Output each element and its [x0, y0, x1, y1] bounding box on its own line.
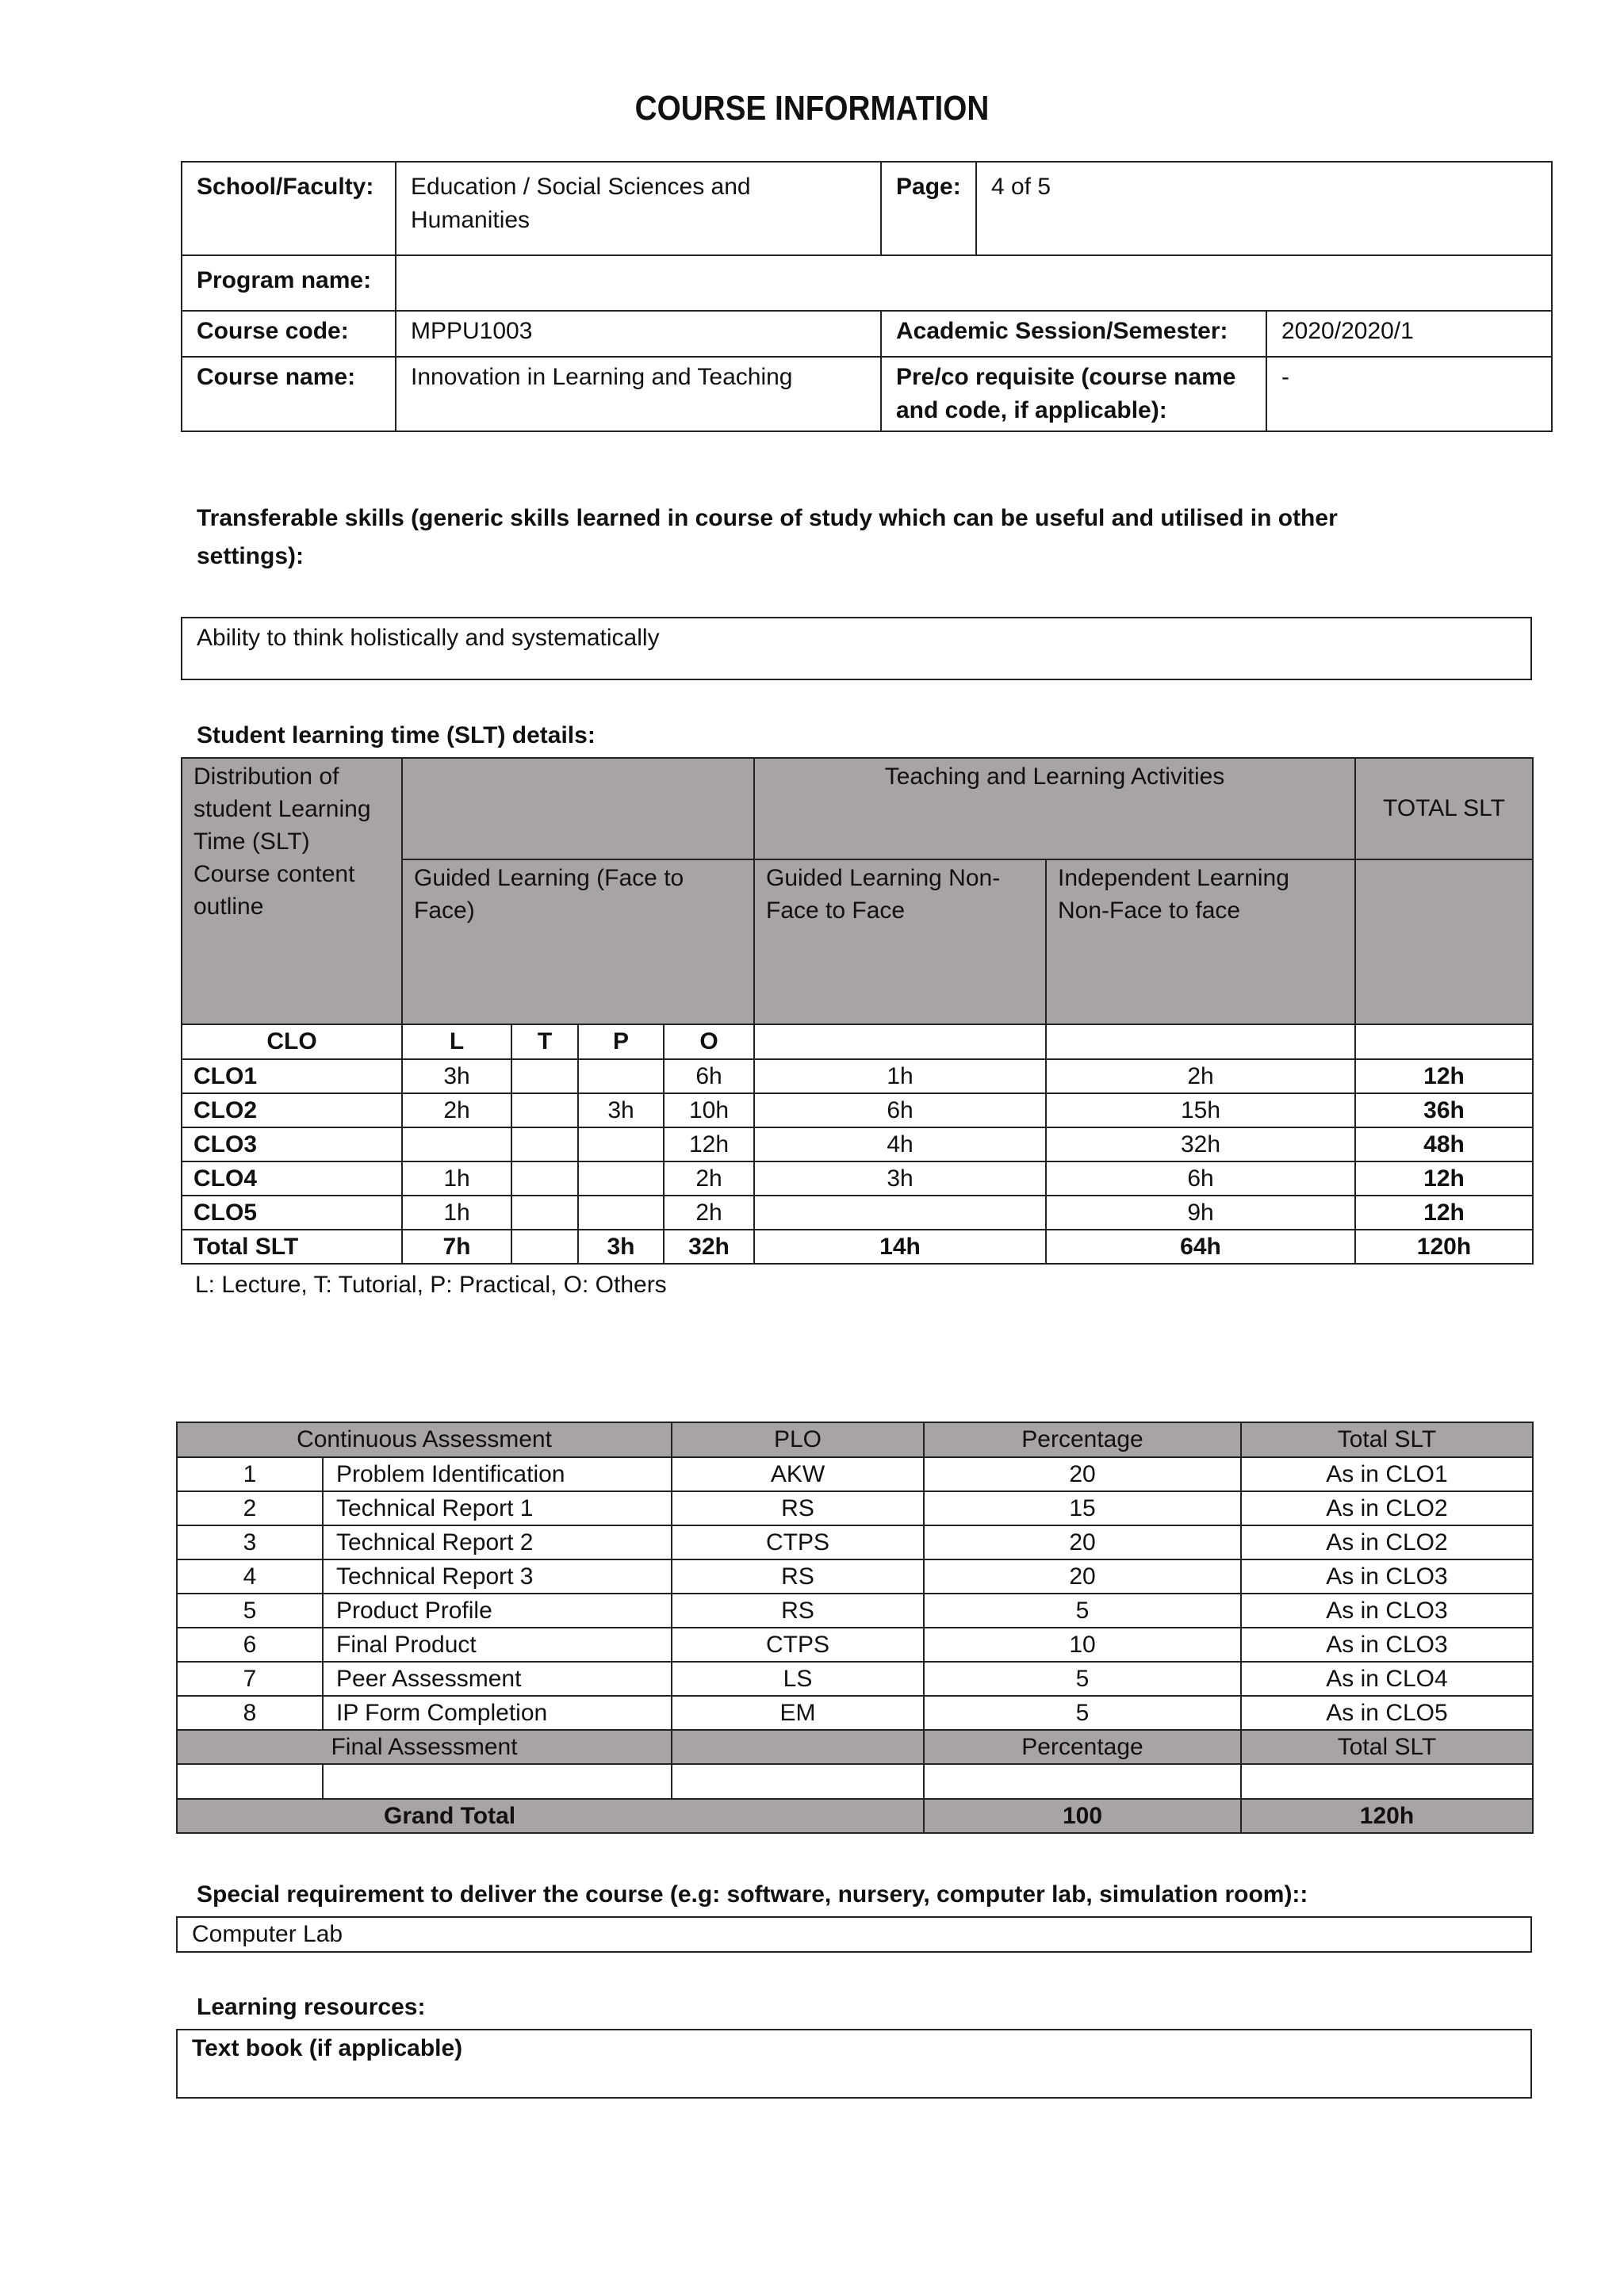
- slt-l: 1h: [402, 1161, 511, 1196]
- slt-gnf: 14h: [754, 1230, 1046, 1264]
- slt-o: 2h: [664, 1161, 754, 1196]
- name-value: Innovation in Learning and Teaching: [396, 357, 881, 431]
- ca-plo: CTPS: [672, 1525, 924, 1559]
- ca-name: Product Profile: [323, 1594, 672, 1628]
- final-blank: [177, 1764, 323, 1799]
- page-title: COURSE INFORMATION: [634, 89, 990, 128]
- table-row: [177, 1491, 1533, 1525]
- grand-total-pct: 100: [924, 1799, 1241, 1833]
- ca-pct: 20: [924, 1559, 1241, 1594]
- slt-t: [511, 1161, 578, 1196]
- ca-pct: 10: [924, 1628, 1241, 1662]
- slt-gnf: 6h: [754, 1093, 1046, 1127]
- slt-t: [511, 1059, 578, 1093]
- prereq-value: -: [1266, 357, 1552, 431]
- ca-pct: 20: [924, 1457, 1241, 1491]
- slt-p: [578, 1127, 664, 1161]
- transferable-heading: Transferable skills (generic skills learned in course of study which can be useful and utilised in other settings):: [197, 505, 1338, 569]
- slt-t: [511, 1127, 578, 1161]
- slt-total: 36h: [1355, 1093, 1533, 1127]
- ca-plo: RS: [672, 1491, 924, 1525]
- ca-pct-header: Percentage: [924, 1422, 1241, 1457]
- table-row: [177, 1594, 1533, 1628]
- ca-pct: 20: [924, 1525, 1241, 1559]
- slt-guided-f2f: Guided Learning (Face to Face): [402, 859, 754, 1024]
- slt-col-blank: [754, 1024, 1046, 1059]
- prereq-label: Pre/co requisite (course name and code, if applicable):: [881, 357, 1266, 431]
- ca-plo: AKW: [672, 1457, 924, 1491]
- slt-t: [511, 1093, 578, 1127]
- slt-l: 7h: [402, 1230, 511, 1264]
- slt-ind: 2h: [1046, 1059, 1355, 1093]
- table-row: [182, 1230, 1533, 1264]
- ca-no: 8: [177, 1696, 323, 1730]
- ca-header: Continuous Assessment: [177, 1422, 672, 1457]
- ca-no: 2: [177, 1491, 323, 1525]
- table-row: [182, 1093, 1533, 1127]
- transferable-value: Ability to think holistically and systematically: [181, 617, 1532, 680]
- final-blank: [323, 1764, 672, 1799]
- slt-guided-nf2f: Guided Learning Non-Face to Face: [754, 859, 1046, 1024]
- slt-col-p: P: [578, 1024, 664, 1059]
- slt-col-t: T: [511, 1024, 578, 1059]
- slt-ind: 64h: [1046, 1230, 1355, 1264]
- slt-total: 48h: [1355, 1127, 1533, 1161]
- ca-name: Final Product: [323, 1628, 672, 1662]
- ca-name: Technical Report 1: [323, 1491, 672, 1525]
- slt-t: [511, 1230, 578, 1264]
- table-row: [177, 1696, 1533, 1730]
- table-row: [177, 1628, 1533, 1662]
- table-row: [182, 1127, 1533, 1161]
- slt-ind: 6h: [1046, 1161, 1355, 1196]
- ca-slt: As in CLO2: [1241, 1525, 1533, 1559]
- special-value: Computer Lab: [176, 1916, 1532, 1953]
- ca-no: 3: [177, 1525, 323, 1559]
- final-blank: [1241, 1764, 1533, 1799]
- ca-slt: As in CLO4: [1241, 1662, 1533, 1696]
- ca-pct: 5: [924, 1696, 1241, 1730]
- final-slt-label: Total SLT: [1241, 1730, 1533, 1764]
- slt-legend: L: Lecture, T: Tutorial, P: Practical, O: Others: [195, 1272, 667, 1298]
- school-value: Education / Social Sciences and Humanities: [396, 162, 881, 255]
- ca-name: Technical Report 2: [323, 1525, 672, 1559]
- slt-col-clo: CLO: [182, 1024, 402, 1059]
- ca-plo-header: PLO: [672, 1422, 924, 1457]
- ca-pct: 5: [924, 1594, 1241, 1628]
- slt-o: 32h: [664, 1230, 754, 1264]
- ca-plo: RS: [672, 1594, 924, 1628]
- program-value: [396, 255, 1552, 311]
- final-blank: [924, 1764, 1241, 1799]
- table-row: [177, 1559, 1533, 1594]
- table-row: [177, 1457, 1533, 1491]
- slt-ind: 15h: [1046, 1093, 1355, 1127]
- code-value: MPPU1003: [396, 311, 881, 357]
- ca-slt: As in CLO2: [1241, 1491, 1533, 1525]
- slt-ind: 9h: [1046, 1196, 1355, 1230]
- slt-clo: CLO2: [182, 1093, 402, 1127]
- ca-plo: LS: [672, 1662, 924, 1696]
- assessment-table: [176, 1422, 1534, 1834]
- slt-l: 2h: [402, 1093, 511, 1127]
- course-info-table: [181, 161, 1553, 432]
- school-label: School/Faculty:: [182, 162, 396, 255]
- slt-gnf: [754, 1196, 1046, 1230]
- slt-l: 1h: [402, 1196, 511, 1230]
- slt-o: 10h: [664, 1093, 754, 1127]
- slt-total: 12h: [1355, 1196, 1533, 1230]
- program-label: Program name:: [182, 255, 396, 311]
- slt-o: 6h: [664, 1059, 754, 1093]
- slt-tla-header: Teaching and Learning Activities: [754, 758, 1355, 859]
- slt-gnf: 3h: [754, 1161, 1046, 1196]
- slt-p: [578, 1161, 664, 1196]
- slt-col-l: L: [402, 1024, 511, 1059]
- slt-o: 12h: [664, 1127, 754, 1161]
- session-label: Academic Session/Semester:: [881, 311, 1266, 357]
- slt-ind: 32h: [1046, 1127, 1355, 1161]
- ca-plo: EM: [672, 1696, 924, 1730]
- slt-independent: Independent Learning Non-Face to face: [1046, 859, 1355, 1024]
- textbook-label: Text book (if applicable): [176, 2029, 1532, 2099]
- ca-name: Problem Identification: [323, 1457, 672, 1491]
- grand-total-label: Grand Total: [177, 1799, 924, 1833]
- ca-pct: 5: [924, 1662, 1241, 1696]
- slt-total-sub: [1355, 859, 1533, 1024]
- slt-clo: CLO3: [182, 1127, 402, 1161]
- table-row: [182, 1196, 1533, 1230]
- ca-plo: CTPS: [672, 1628, 924, 1662]
- table-row: [177, 1525, 1533, 1559]
- slt-p: 3h: [578, 1093, 664, 1127]
- ca-plo: RS: [672, 1559, 924, 1594]
- special-heading: Special requirement to deliver the course (e.g: software, nursery, computer lab, simulation room)::: [197, 1881, 1308, 1908]
- final-assessment-label: Final Assessment: [177, 1730, 672, 1764]
- ca-slt: As in CLO3: [1241, 1594, 1533, 1628]
- ca-slt: As in CLO3: [1241, 1559, 1533, 1594]
- slt-dist-header: Distribution of student Learning Time (SLT) Course content outline: [182, 758, 402, 1024]
- slt-clo: CLO4: [182, 1161, 402, 1196]
- slt-p: [578, 1059, 664, 1093]
- slt-clo: Total SLT: [182, 1230, 402, 1264]
- slt-total: 12h: [1355, 1059, 1533, 1093]
- slt-total: 12h: [1355, 1161, 1533, 1196]
- ca-slt: As in CLO5: [1241, 1696, 1533, 1730]
- slt-o: 2h: [664, 1196, 754, 1230]
- page-value: 4 of 5: [976, 162, 1552, 255]
- slt-p: [578, 1196, 664, 1230]
- ca-no: 1: [177, 1457, 323, 1491]
- slt-gnf: 1h: [754, 1059, 1046, 1093]
- page-label: Page:: [881, 162, 976, 255]
- name-label: Course name:: [182, 357, 396, 431]
- slt-blank-header: [402, 758, 754, 859]
- ca-slt: As in CLO1: [1241, 1457, 1533, 1491]
- slt-heading: Student learning time (SLT) details:: [197, 722, 596, 748]
- slt-t: [511, 1196, 578, 1230]
- slt-total: 120h: [1355, 1230, 1533, 1264]
- slt-clo: CLO1: [182, 1059, 402, 1093]
- final-blank: [672, 1764, 924, 1799]
- ca-name: IP Form Completion: [323, 1696, 672, 1730]
- ca-name: Peer Assessment: [323, 1662, 672, 1696]
- final-plo-blank: [672, 1730, 924, 1764]
- slt-gnf: 4h: [754, 1127, 1046, 1161]
- slt-p: 3h: [578, 1230, 664, 1264]
- table-row: [182, 1161, 1533, 1196]
- grand-total-slt: 120h: [1241, 1799, 1533, 1833]
- slt-clo: CLO5: [182, 1196, 402, 1230]
- slt-col-blank: [1355, 1024, 1533, 1059]
- slt-l: 3h: [402, 1059, 511, 1093]
- ca-no: 5: [177, 1594, 323, 1628]
- ca-slt: As in CLO3: [1241, 1628, 1533, 1662]
- ca-slt-header: Total SLT: [1241, 1422, 1533, 1457]
- ca-name: Technical Report 3: [323, 1559, 672, 1594]
- code-label: Course code:: [182, 311, 396, 357]
- slt-table: [181, 757, 1534, 1265]
- slt-l: [402, 1127, 511, 1161]
- ca-no: 7: [177, 1662, 323, 1696]
- slt-col-blank: [1046, 1024, 1355, 1059]
- ca-pct: 15: [924, 1491, 1241, 1525]
- slt-col-o: O: [664, 1024, 754, 1059]
- ca-no: 4: [177, 1559, 323, 1594]
- slt-total-header: TOTAL SLT: [1355, 758, 1533, 859]
- session-value: 2020/2020/1: [1266, 311, 1552, 357]
- table-row: [177, 1662, 1533, 1696]
- final-pct-label: Percentage: [924, 1730, 1241, 1764]
- ca-no: 6: [177, 1628, 323, 1662]
- table-row: [182, 1059, 1533, 1093]
- resources-heading: Learning resources:: [197, 1994, 426, 2020]
